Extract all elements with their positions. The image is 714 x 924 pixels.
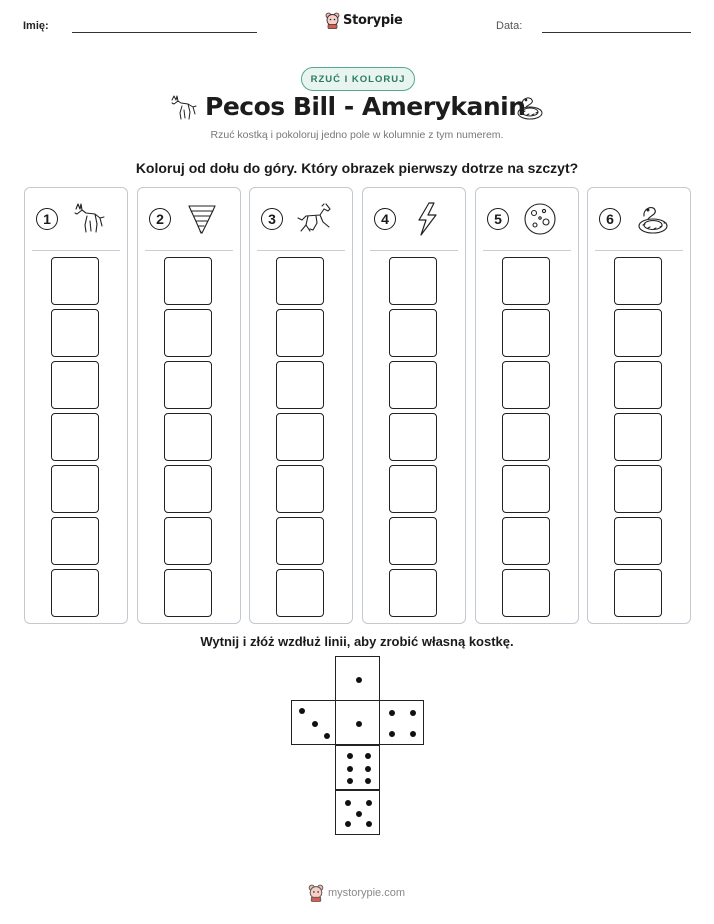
- column-6: [587, 187, 691, 624]
- color-cell[interactable]: [51, 257, 99, 305]
- column-5: [475, 187, 579, 624]
- column-divider: [483, 250, 571, 251]
- color-cell[interactable]: [502, 465, 550, 513]
- column-1: [24, 187, 128, 624]
- column-divider: [257, 250, 345, 251]
- footer: [308, 884, 405, 902]
- bear-mascot-icon: [308, 884, 324, 902]
- bear-mascot-icon: [325, 12, 340, 29]
- color-cell[interactable]: [614, 257, 662, 305]
- subtitle: Rzuć kostką i pokoloruj jedno pole w kolumnie z tym numerem.: [210, 129, 504, 141]
- die-pip: [366, 821, 372, 827]
- color-cell[interactable]: [614, 517, 662, 565]
- die-pip: [356, 811, 362, 817]
- tornado-icon: [184, 201, 220, 237]
- lightning-icon: [409, 201, 445, 237]
- column-divider: [370, 250, 458, 251]
- color-cell[interactable]: [389, 361, 437, 409]
- color-cell[interactable]: [276, 569, 324, 617]
- die-pip: [345, 821, 351, 827]
- rattlesnake-icon: [634, 201, 670, 237]
- die-face-4: [379, 700, 424, 745]
- die-pip: [410, 731, 416, 737]
- name-label: Imię:: [23, 20, 49, 32]
- die-face-6: [335, 745, 380, 790]
- die-pip: [356, 721, 362, 727]
- coyote-icon: [71, 201, 107, 237]
- column-number: 3: [261, 208, 283, 230]
- die-pip: [365, 766, 371, 772]
- activity-badge: [301, 67, 415, 91]
- column-2: [137, 187, 241, 624]
- color-cell[interactable]: [614, 569, 662, 617]
- color-cell[interactable]: [389, 517, 437, 565]
- color-cell[interactable]: [276, 413, 324, 461]
- color-cell[interactable]: [502, 517, 550, 565]
- color-cell[interactable]: [276, 257, 324, 305]
- horse-icon: [296, 201, 332, 237]
- color-cell[interactable]: [276, 309, 324, 357]
- rattlesnake-icon: [514, 92, 546, 122]
- name-line[interactable]: [72, 32, 257, 33]
- die-pip: [345, 800, 351, 806]
- page-title: Pecos Bill - Amerykanin: [205, 92, 526, 121]
- color-cell[interactable]: [614, 361, 662, 409]
- color-cell[interactable]: [164, 517, 212, 565]
- color-cell[interactable]: [389, 413, 437, 461]
- moon-icon: [522, 201, 558, 237]
- color-cell[interactable]: [51, 465, 99, 513]
- die-pip: [312, 721, 318, 727]
- column-number: 1: [36, 208, 58, 230]
- color-cell[interactable]: [51, 569, 99, 617]
- color-cell[interactable]: [164, 413, 212, 461]
- die-pip: [410, 710, 416, 716]
- color-cell[interactable]: [51, 361, 99, 409]
- color-cell[interactable]: [502, 413, 550, 461]
- die-pip: [299, 708, 305, 714]
- die-pip: [347, 753, 353, 759]
- date-line[interactable]: [542, 32, 691, 33]
- color-cell[interactable]: [164, 465, 212, 513]
- color-cell[interactable]: [502, 257, 550, 305]
- color-cell[interactable]: [502, 309, 550, 357]
- color-cell[interactable]: [51, 413, 99, 461]
- die-pip: [365, 753, 371, 759]
- color-cell[interactable]: [164, 257, 212, 305]
- color-cell[interactable]: [389, 465, 437, 513]
- column-number: 5: [487, 208, 509, 230]
- die-face-1: [335, 656, 380, 701]
- color-cell[interactable]: [502, 569, 550, 617]
- column-divider: [32, 250, 120, 251]
- color-cell[interactable]: [614, 465, 662, 513]
- die-face-3: [291, 700, 336, 745]
- column-number: 4: [374, 208, 396, 230]
- color-cell[interactable]: [276, 517, 324, 565]
- die-face-5: [335, 790, 380, 835]
- activity-badge-text: RZUĆ I KOLORUJ: [310, 73, 406, 85]
- date-label: Data:: [496, 20, 523, 32]
- coyote-icon: [168, 92, 198, 122]
- color-cell[interactable]: [276, 361, 324, 409]
- die-pip: [347, 766, 353, 772]
- die-pip: [365, 778, 371, 784]
- brand-logo: [325, 12, 403, 29]
- column-number: 6: [599, 208, 621, 230]
- column-divider: [595, 250, 683, 251]
- color-cell[interactable]: [389, 309, 437, 357]
- column-number: 2: [149, 208, 171, 230]
- color-cell[interactable]: [164, 309, 212, 357]
- die-face-1: [335, 700, 380, 745]
- color-cell[interactable]: [502, 361, 550, 409]
- color-cell[interactable]: [51, 309, 99, 357]
- color-cell[interactable]: [164, 361, 212, 409]
- color-cell[interactable]: [389, 257, 437, 305]
- die-pip: [356, 677, 362, 683]
- color-cell[interactable]: [276, 465, 324, 513]
- color-cell[interactable]: [51, 517, 99, 565]
- color-cell[interactable]: [614, 309, 662, 357]
- die-pip: [389, 710, 395, 716]
- color-cell[interactable]: [614, 413, 662, 461]
- dice-instruction: Wytnij i złóż wzdłuż linii, aby zrobić własną kostkę.: [200, 634, 514, 649]
- column-3: [249, 187, 353, 624]
- brand-name: Storypie: [343, 13, 403, 28]
- die-pip: [324, 733, 330, 739]
- column-4: [362, 187, 466, 624]
- column-divider: [145, 250, 233, 251]
- die-pip: [347, 778, 353, 784]
- footer-url[interactable]: mystorypie.com: [328, 887, 406, 899]
- color-cell[interactable]: [389, 569, 437, 617]
- die-pip: [389, 731, 395, 737]
- color-cell[interactable]: [164, 569, 212, 617]
- die-pip: [366, 800, 372, 806]
- instruction: Koloruj od dołu do góry. Który obrazek pierwszy dotrze na szczyt?: [135, 160, 579, 176]
